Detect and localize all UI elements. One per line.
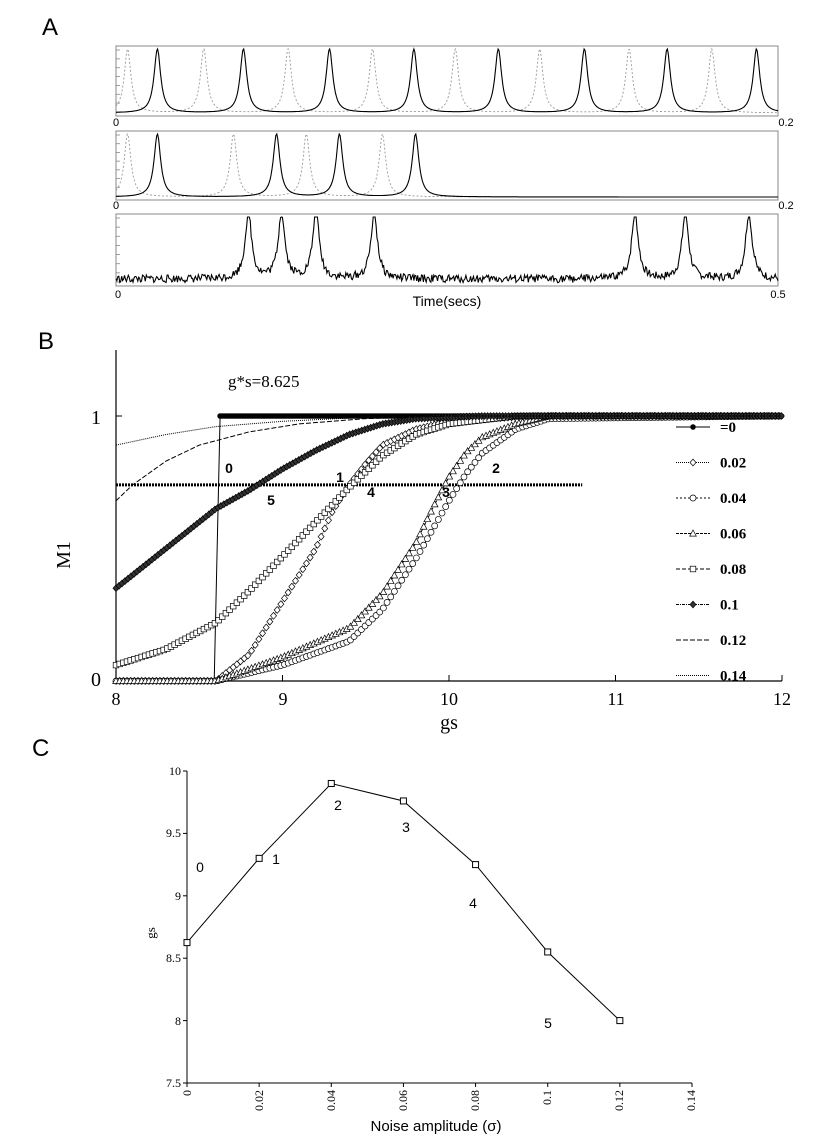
panel-b-crossing-label-0: 0	[225, 460, 233, 476]
panel-c-point	[617, 1018, 623, 1024]
panel-b-marker	[410, 561, 416, 567]
panel-c-xtick-0-02: 0.02	[252, 1090, 266, 1111]
panel-b-marker	[252, 642, 258, 649]
panel-c-point	[256, 855, 262, 861]
panel-b-series-002	[113, 413, 782, 685]
panel-c-ytick-10: 10	[169, 764, 181, 778]
panel-b-marker	[402, 555, 409, 561]
trace-a3	[116, 214, 778, 286]
trace-a3-frame	[116, 214, 778, 286]
panel-b-marker	[292, 577, 298, 584]
legend-label: 0.12	[720, 633, 747, 649]
panel-b-marker	[300, 566, 306, 573]
panel-c-xlabel: Noise amplitude (σ)	[370, 1118, 502, 1135]
panel-b-marker	[417, 549, 423, 555]
panel-b-marker	[380, 589, 387, 595]
panel-c-xtick-0-14: 0.14	[684, 1090, 698, 1111]
panel-b-marker	[263, 624, 269, 631]
panel-b-marker	[285, 589, 291, 596]
panel-b-marker	[395, 583, 401, 589]
panel-b-marker	[303, 560, 309, 567]
panel-b-annotation: g*s=8.625	[228, 372, 300, 391]
trace-a3-start-label: 0	[114, 289, 122, 301]
panel-c-plot	[183, 771, 692, 1087]
panel-b-marker	[413, 538, 420, 544]
panel-label-b: B	[38, 328, 55, 355]
panel-b-marker	[281, 595, 287, 602]
trace-solid-line	[116, 49, 778, 112]
panel-b-marker	[424, 536, 430, 542]
panel-b-ylabel: M1	[53, 541, 75, 569]
panel-b-xtick-9: 9	[278, 689, 288, 709]
panel-b-marker	[439, 510, 445, 516]
panel-b-marker	[274, 607, 280, 614]
panel-c-point	[473, 862, 479, 868]
panel-label-a: A	[42, 14, 59, 41]
panel-c-xtick-0-1: 0.1	[540, 1090, 554, 1105]
trace-a2-frame	[116, 131, 778, 200]
panel-b-marker	[387, 577, 394, 583]
panel-b-marker	[421, 542, 427, 548]
panel-b-series-line	[116, 416, 782, 681]
panel-c-point	[184, 940, 190, 946]
panel-b-series-006	[113, 413, 783, 684]
panel-c-point	[328, 780, 334, 786]
panel-b-marker	[399, 577, 405, 583]
panel-b-marker	[443, 504, 449, 510]
panel-b-xtick-8: 8	[111, 689, 121, 709]
panel-b-ytick-0: 0	[91, 669, 101, 691]
panel-c-point-label-1: 1	[272, 851, 280, 867]
panel-c-ytick-7-5: 7.5	[166, 1076, 181, 1090]
panel-b-marker	[428, 529, 434, 535]
panel-b-xlabel: gs	[440, 712, 458, 734]
panel-c-xtick-0-06: 0.06	[396, 1090, 410, 1111]
legend-label: 0.14	[720, 668, 747, 685]
panel-c-point-label-4: 4	[469, 895, 477, 911]
panel-b-marker	[267, 618, 273, 625]
panel-b-series	[113, 413, 785, 685]
panel-b-marker	[318, 533, 324, 540]
panel-b-marker	[457, 480, 463, 486]
panel-b-marker	[417, 531, 424, 537]
panel-b-crossing-label-3: 3	[442, 484, 450, 500]
legend-label: 0.1	[720, 597, 739, 614]
panel-b-marker	[435, 516, 441, 522]
panel-a-xlabel: Time(secs)	[412, 293, 482, 309]
legend-label: =0	[720, 420, 737, 436]
panel-b-xtick-10: 10	[440, 689, 458, 709]
panel-c-ticks	[183, 771, 692, 1087]
panel-b-series-004	[113, 413, 782, 684]
panel-b-marker	[391, 588, 397, 594]
panel-c-point	[545, 949, 551, 955]
legend-label: 0.02	[720, 455, 747, 472]
panel-b-marker	[391, 572, 398, 578]
panel-c-xtick-0-08: 0.08	[468, 1090, 482, 1111]
legend-label: 0.08	[720, 562, 747, 578]
panel-b-marker	[406, 550, 413, 556]
panel-b-series-line	[116, 416, 782, 681]
panel-b-marker	[296, 572, 302, 579]
trace-a2	[116, 131, 778, 200]
panel-b-marker	[325, 517, 331, 524]
panel-b-crossing-label-2: 2	[492, 460, 500, 476]
panel-b-marker	[260, 630, 266, 637]
panel-b-marker	[398, 561, 405, 567]
panel-b-xtick-12: 12	[773, 689, 791, 709]
legend-label: 0.06	[720, 526, 747, 543]
panel-c-xtick-0-04: 0.04	[324, 1090, 338, 1111]
panel-b-marker	[420, 523, 427, 529]
panel-b-marker	[431, 501, 438, 507]
trace-dotted-line	[116, 49, 778, 113]
panel-b-marker	[690, 495, 696, 501]
panel-b-marker	[271, 612, 277, 619]
panel-b-series-line	[116, 416, 782, 681]
panel-b-crossing-label-5: 5	[267, 492, 275, 508]
panel-b-marker	[256, 636, 262, 643]
trace-solid-line	[116, 217, 778, 283]
panel-b-marker	[450, 491, 456, 497]
panel-b-marker	[289, 583, 295, 590]
panel-c-ylabel: gs	[143, 927, 158, 939]
panel-b-series-line	[116, 416, 782, 681]
panel-b-crossing-label-4: 4	[367, 484, 375, 500]
panel-b-marker	[278, 601, 284, 608]
panel-b-marker	[311, 548, 317, 555]
panel-b-marker	[402, 572, 408, 578]
panel-b-marker	[424, 516, 431, 522]
panel-c-point-label-5: 5	[544, 1015, 552, 1031]
trace-a2-start-label: 0	[112, 200, 120, 212]
panel-b-marker	[461, 474, 467, 480]
trace-a1-start-label: 0	[112, 117, 120, 129]
panel-b-legend	[676, 420, 747, 685]
panel-b-marker	[380, 605, 386, 611]
panel-b-marker	[307, 554, 313, 561]
trace-a2-end-label: 0.2	[778, 200, 794, 212]
panel-c-ytick-8-5: 8.5	[166, 951, 181, 965]
panel-b-marker	[435, 494, 442, 500]
trace-solid-line	[116, 134, 778, 197]
panel-b-marker	[690, 459, 696, 466]
panel-b-marker	[314, 541, 320, 548]
panel-c-xtick-0-12: 0.12	[612, 1090, 626, 1111]
panel-c-ytick-9-5: 9.5	[166, 826, 181, 840]
panel-b-marker	[384, 583, 391, 589]
panel-c-point-label-3: 3	[402, 819, 410, 835]
trace-a1-end-label: 0.2	[778, 117, 794, 129]
panel-b-marker	[384, 599, 390, 605]
panel-c-ytick-8: 8	[175, 1014, 181, 1028]
panel-b-marker	[428, 508, 435, 514]
panel-b-xtick-11: 11	[607, 689, 625, 709]
panel-c-xtick-0: 0	[180, 1090, 194, 1096]
panel-b-marker	[406, 566, 412, 572]
panel-c-series	[184, 780, 623, 1023]
panel-b-marker	[432, 523, 438, 529]
panel-b-marker	[322, 525, 328, 532]
panel-b-marker	[690, 566, 696, 572]
panel-b-marker	[454, 486, 460, 492]
panel-label-c: C	[32, 735, 50, 762]
panel-b-series-0	[114, 414, 784, 684]
panel-b-series-008	[113, 413, 782, 668]
panel-c-ytick-9: 9	[175, 889, 181, 903]
panel-b-ytick-1: 1	[91, 407, 101, 429]
panel-b-marker	[249, 647, 255, 654]
panel-b-marker	[413, 555, 419, 561]
panel-b-marker	[691, 425, 696, 430]
panel-c-point	[400, 798, 406, 804]
trace-a3-end-label: 0.5	[770, 289, 786, 301]
panel-c-point-label-2: 2	[334, 797, 342, 813]
panel-b-marker	[395, 566, 402, 572]
legend-label: 0.04	[720, 491, 747, 507]
panel-b-marker	[690, 601, 696, 608]
trace-dotted-line	[116, 134, 778, 197]
panel-b-marker	[388, 594, 394, 600]
panel-b-crossing-label-1: 1	[336, 469, 344, 485]
panel-c-point-label-0: 0	[196, 859, 204, 875]
panel-b-plot	[113, 350, 785, 684]
trace-a1	[116, 46, 778, 116]
panel-b-marker	[409, 544, 416, 550]
panel-b-series-line	[116, 416, 782, 665]
